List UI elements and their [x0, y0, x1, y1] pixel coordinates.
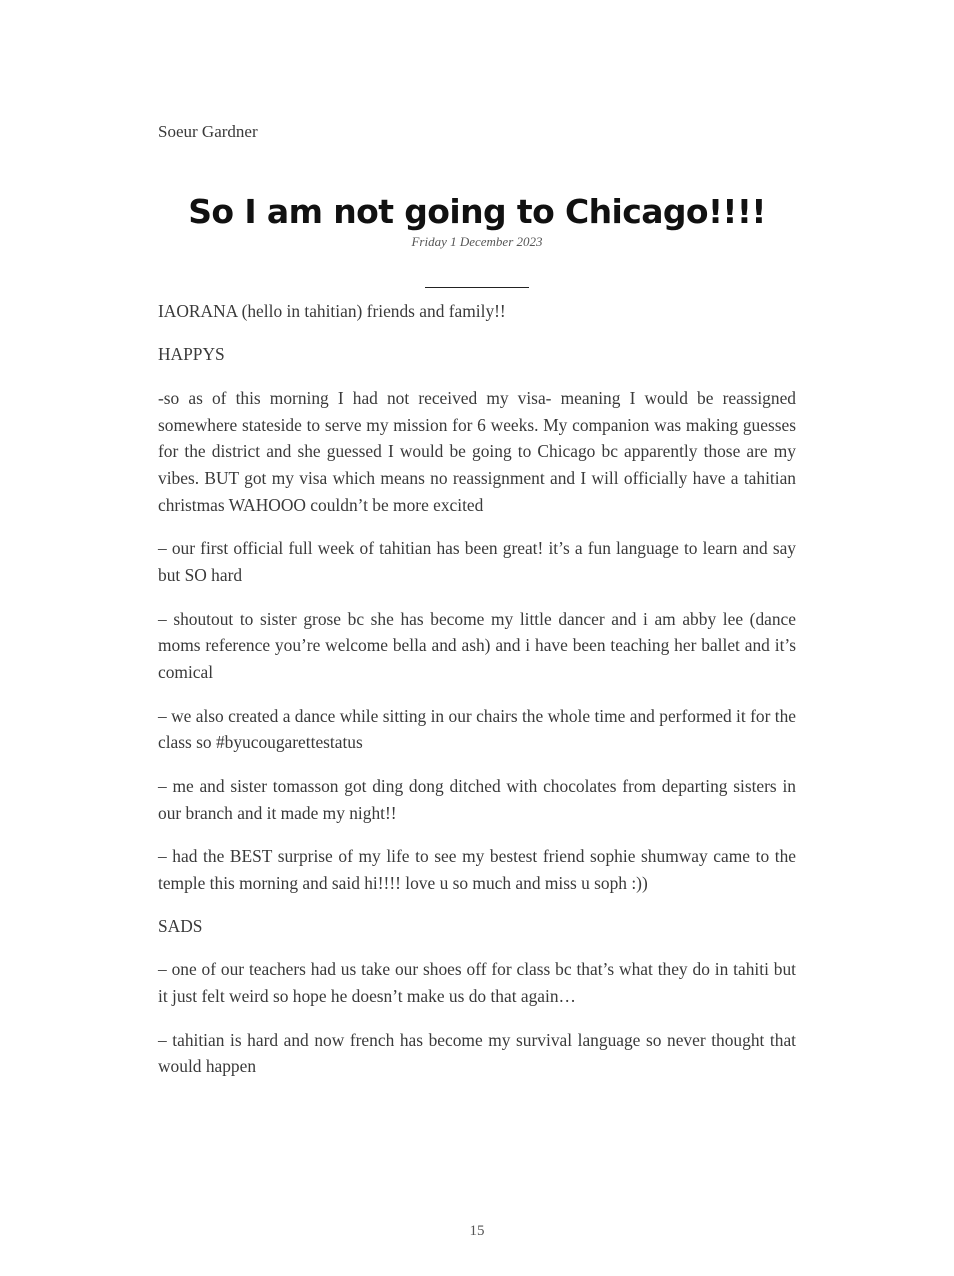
body-paragraph: – tahitian is hard and now french has become my survival language so never thought that would happen — [158, 1029, 796, 1077]
section-heading-sads: SADS — [158, 916, 203, 937]
body-paragraph: -so as of this morning I had not received my visa- meaning I would be reassigned somewhere stateside to serve my mission for 6 weeks. My companion was making guesses for the district and she guessed I would be going to Chicago bc apparently those are my vibes. BUT got my visa which means no reassignment and I will officially have a tahitian christmas WAHOOO couldn’t be more excited — [158, 387, 796, 515]
section-heading-happys: HAPPYS — [158, 344, 225, 365]
body-paragraph: – shoutout to sister grose bc she has become my little dancer and i am abby lee (dance moms reference you’re welcome bella and ash) and i have been teaching her ballet and it’s comical — [158, 608, 796, 683]
body-paragraph: – we also created a dance while sitting in our chairs the whole time and performed it for the class so #byucougarettestatus — [158, 705, 796, 753]
greeting-paragraph: IAORANA (hello in tahitian) friends and family!! — [158, 301, 506, 321]
page-number: 15 — [469, 1223, 485, 1239]
post-date: Friday 1 December 2023 — [411, 234, 543, 249]
body-paragraph: – me and sister tomasson got ding dong ditched with chocolates from departing sisters in our branch and it made my night!! — [158, 775, 796, 823]
post-body — [158, 298, 796, 1097]
title-divider — [425, 287, 529, 288]
body-paragraph: – one of our teachers had us take our shoes off for class bc that’s what they do in tahiti but it just felt weird so hope he doesn’t make us do that again… — [158, 959, 796, 1007]
post-title: So I am not going to Chicago!!!! — [188, 192, 766, 231]
body-paragraph: – our first official full week of tahitian has been great! it’s a fun language to learn and say but SO hard — [158, 538, 796, 586]
body-paragraph: – had the BEST surprise of my life to see my bestest friend sophie shumway came to the temple this morning and said hi!!!! love u so much and miss u soph :)) — [158, 845, 796, 893]
author-name: Soeur Gardner — [158, 122, 258, 141]
